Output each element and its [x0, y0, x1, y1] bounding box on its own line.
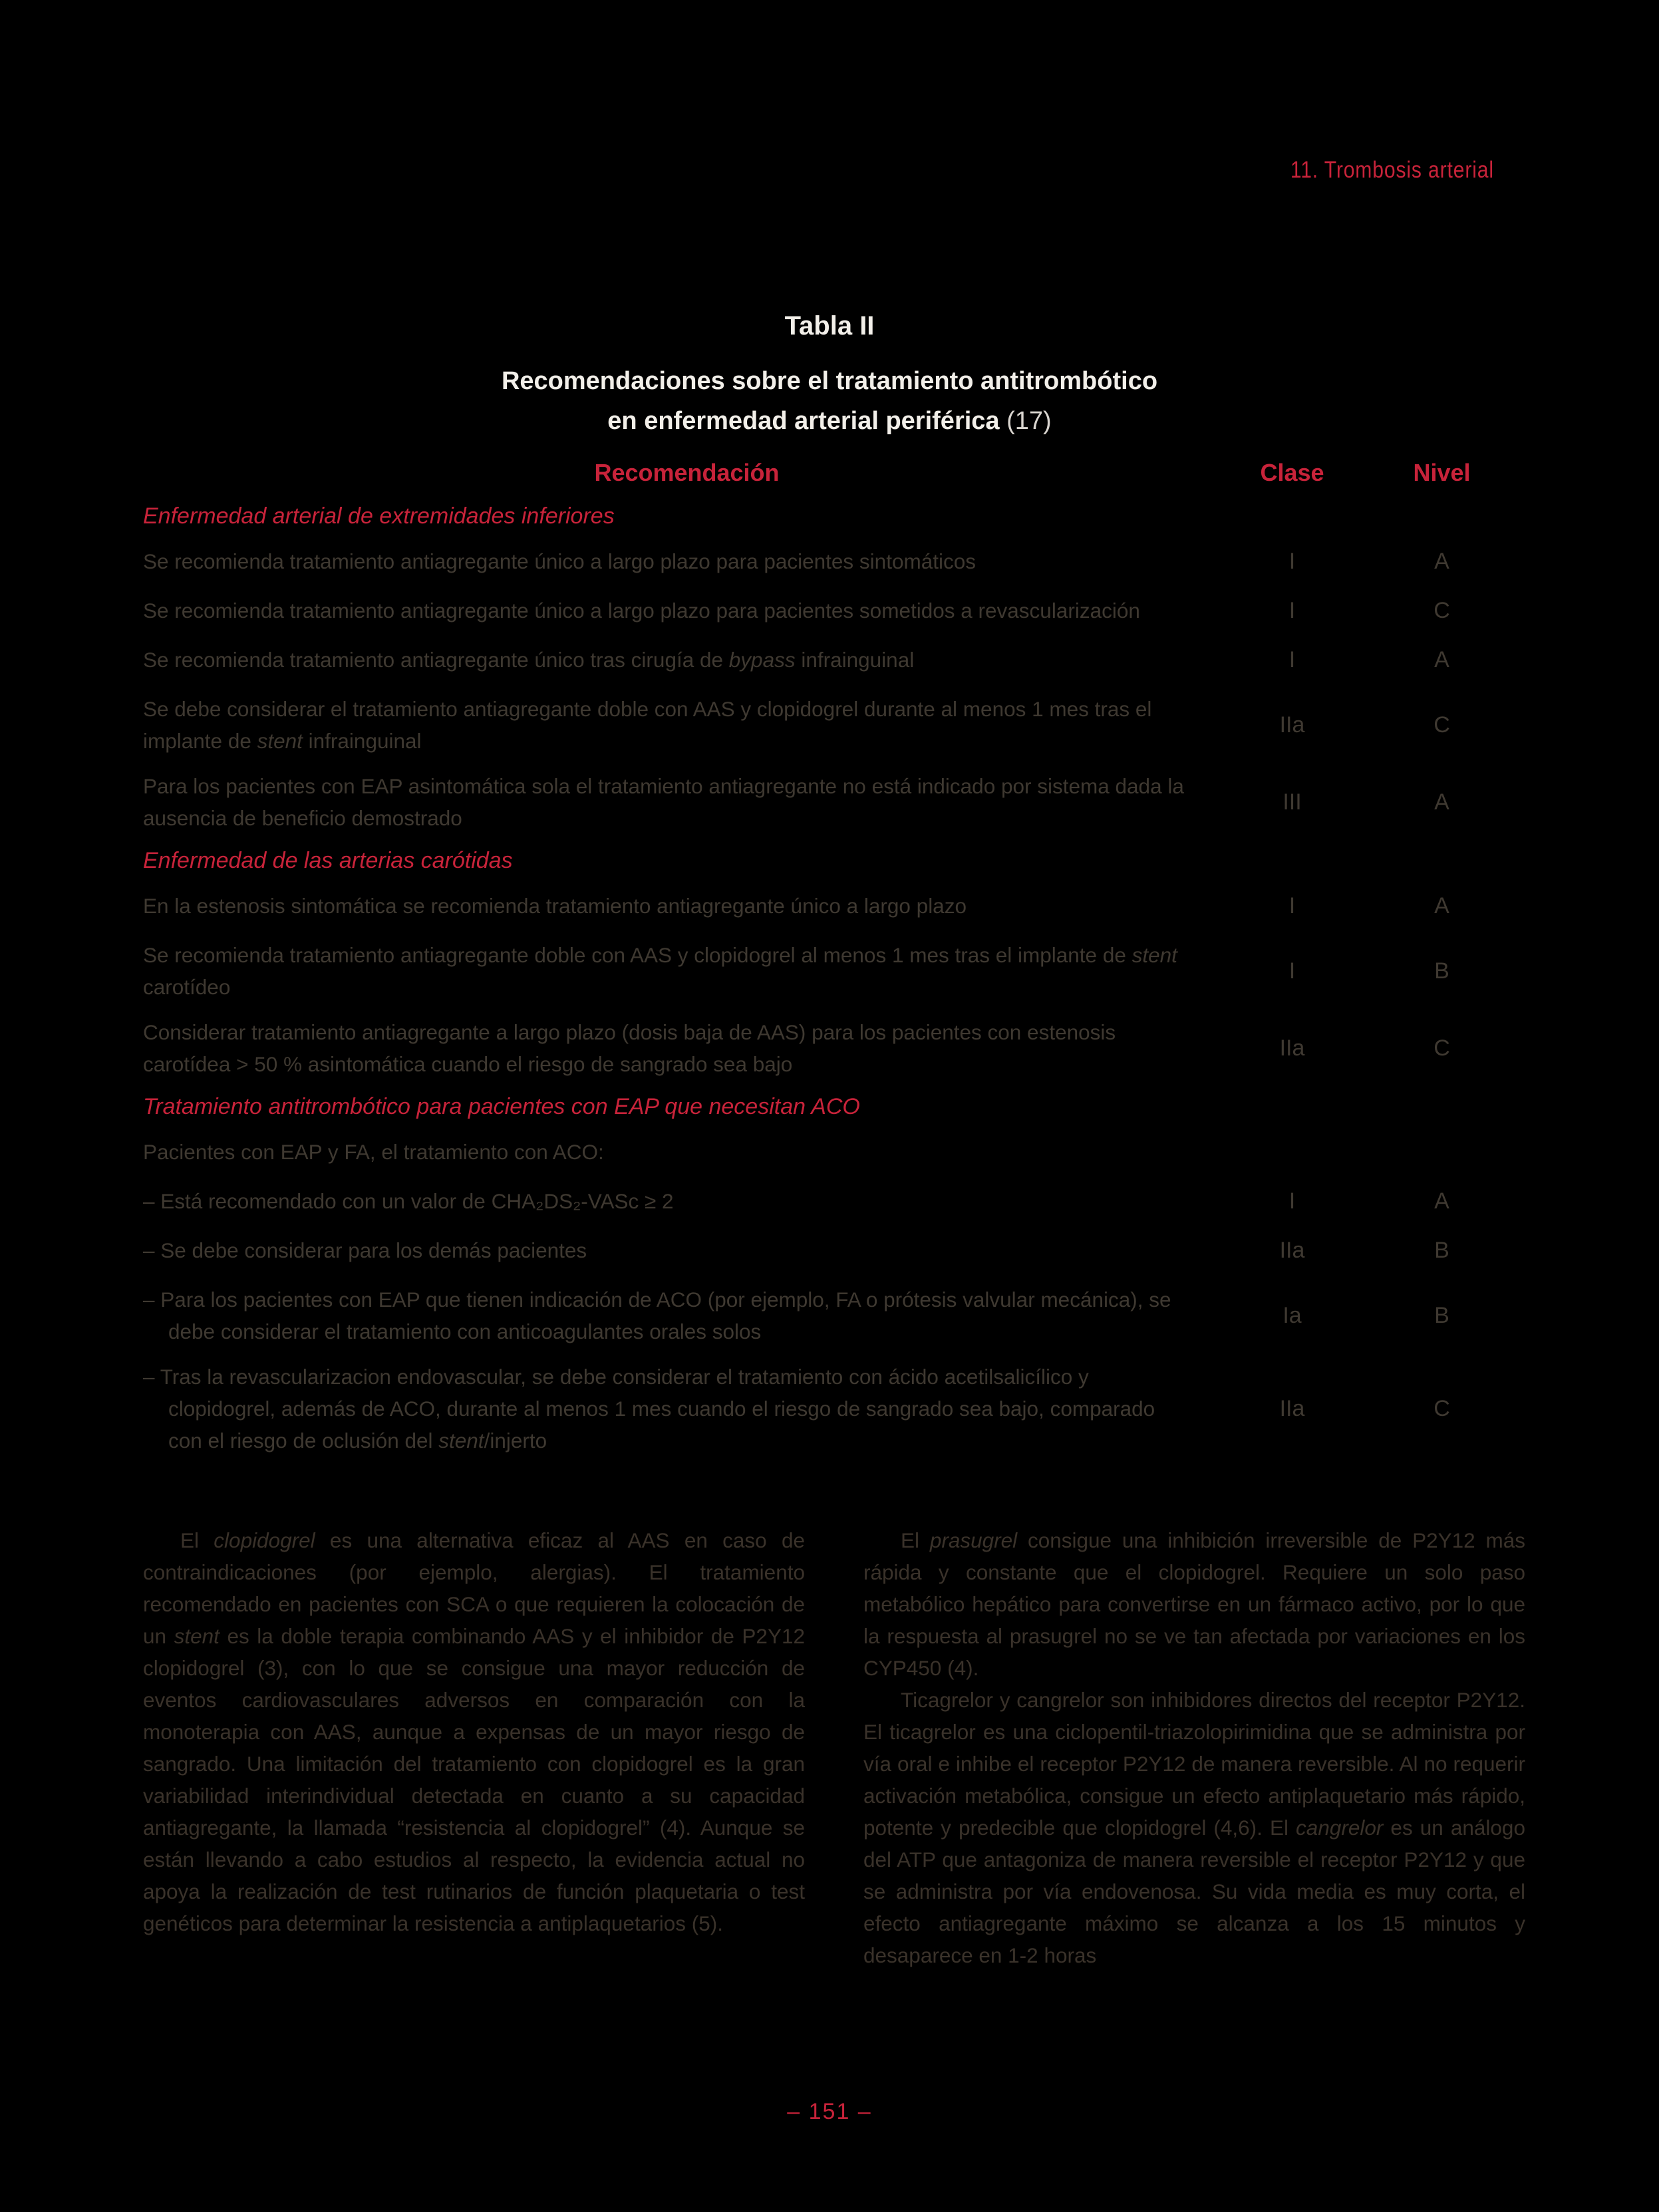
text-run: – Tras la revascularizacion endovascular, se debe considerar el tratamiento con ácido acetilsalicílico y clopidogrel, además de ACO, durante al menos 1 mes cuando el riesgo de sangrado sea bajo, comparado con el riesgo de oclusión del	[143, 1365, 1155, 1452]
table-row	[143, 545, 1530, 577]
column-header-recomendacion: Recomendación	[594, 459, 780, 486]
table-row	[143, 1136, 1530, 1168]
text-run: El	[901, 1528, 930, 1552]
row-recommendation	[143, 595, 1231, 626]
italic-term: stent	[174, 1624, 220, 1648]
table-row	[143, 644, 1530, 676]
text-run: Se debe considerar el tratamiento antiagregante doble con AAS y clopidogrel durante al menos 1 mes tras el implante de	[143, 697, 1152, 753]
table-subtitle-line2	[0, 401, 1659, 441]
table-row	[143, 1361, 1530, 1456]
table-row	[143, 1185, 1530, 1217]
table-title-label: Tabla II	[784, 311, 875, 341]
column-header-nivel: Nivel	[1413, 459, 1471, 486]
text-run: – Está recomendado con un valor de CHA₂DS₂-VASc ≥ 2	[143, 1189, 674, 1213]
text-run: Se recomienda tratamiento antiagregante único a largo plazo para pacientes sometidos a revascularización	[143, 599, 1140, 622]
text-run: consigue una inhibición irreversible de P2Y12 más rápida y constante que el clopidogrel. Requiere un solo paso metabólico hepático para convertirse en un fármaco activo, por lo que la respuesta al prasugrel no se ve tan afectada por variaciones en los CYP450 (4).	[863, 1528, 1525, 1680]
text-run: – Se debe considerar para los demás pacientes	[143, 1238, 587, 1262]
row-level: C	[1433, 598, 1450, 623]
row-recommendation	[143, 939, 1231, 1003]
right-column	[863, 1524, 1525, 1971]
table-title	[0, 311, 1659, 441]
italic-term: stent	[438, 1429, 484, 1452]
row-level: C	[1433, 1396, 1450, 1421]
italic-term: clopidogrel	[214, 1528, 315, 1552]
row-class: III	[1282, 789, 1302, 815]
left-column	[143, 1524, 805, 1971]
row-class: I	[1288, 647, 1296, 672]
text-run: Se recomienda tratamiento antiagregante único tras cirugía de	[143, 648, 729, 672]
italic-term: cangrelor	[1296, 1816, 1384, 1840]
table-row	[143, 939, 1530, 1003]
row-recommendation	[143, 644, 1231, 676]
paragraph	[863, 1524, 1525, 1684]
row-class: I	[1288, 598, 1296, 623]
text-run: /injerto	[484, 1429, 547, 1452]
text-run: – Para los pacientes con EAP que tienen indicación de ACO (por ejemplo, FA o prótesis valvular mecánica), se debe considerar el tratamiento con anticoagulantes orales solos	[143, 1288, 1171, 1343]
row-level: A	[1434, 789, 1449, 815]
row-recommendation	[143, 1136, 1231, 1168]
text-run: es una alternativa eficaz al AAS en caso de contraindicaciones (por ejemplo, alergias). El tratamiento recomendado en pacientes con SCA o que requieren la colocación de un	[143, 1528, 806, 1648]
row-level: B	[1434, 1303, 1449, 1328]
row-recommendation	[143, 1185, 1231, 1217]
row-recommendation	[143, 890, 1231, 922]
row-class: I	[1288, 1188, 1296, 1214]
text-run: Para los pacientes con EAP asintomática sola el tratamiento antiagregante no está indicado por sistema dada la ausencia de beneficio demostrado	[143, 774, 1184, 830]
row-level: A	[1434, 893, 1449, 918]
row-class: IIa	[1279, 1396, 1305, 1421]
text-run: Se recomienda tratamiento antiagregante doble con AAS y clopidogrel al menos 1 mes tras el implante de	[143, 943, 1132, 967]
row-class: IIa	[1279, 712, 1305, 738]
table-section-header: Enfermedad arterial de extremidades inferiores	[143, 503, 615, 529]
paragraph	[143, 1524, 805, 1939]
row-level: B	[1434, 1238, 1449, 1263]
table-header-row	[143, 459, 1530, 487]
table-rows	[143, 503, 1530, 1456]
row-class: I	[1288, 549, 1296, 574]
row-recommendation	[143, 1016, 1231, 1080]
row-recommendation	[143, 693, 1231, 757]
row-class: Ia	[1282, 1303, 1302, 1328]
paragraph	[863, 1684, 1525, 1971]
row-recommendation	[143, 1234, 1231, 1266]
chapter-running-head: 11. Trombosis arterial	[1290, 157, 1494, 183]
italic-term: stent	[1131, 943, 1177, 967]
text-run: infrainguinal	[302, 729, 422, 753]
table-row	[143, 1234, 1530, 1266]
table-section-header: Enfermedad de las arterias carótidas	[143, 848, 513, 873]
row-level: A	[1434, 549, 1449, 574]
text-run: Ticagrelor y cangrelor son inhibidores directos del receptor P2Y12. El ticagrelor es una ciclopentil-triazolopirimidina que se administra por vía oral e inhibe el receptor P2Y12 de manera reversible. Al no requerir activación metabólica, consigue un efecto antiplaquetario más rápido, potente y predecible que clopidogrel (4,6). El	[863, 1688, 1525, 1840]
row-level: C	[1433, 712, 1450, 738]
page-number: – 151 –	[787, 2099, 872, 2124]
reference-marker: (17)	[999, 407, 1052, 435]
recommendations-table	[143, 459, 1530, 1470]
text-run: Se recomienda tratamiento antiagregante único a largo plazo para pacientes sintomáticos	[143, 549, 977, 573]
column-header-clase: Clase	[1260, 459, 1324, 486]
row-level: B	[1434, 958, 1449, 984]
italic-term: bypass	[728, 648, 796, 672]
text-run: es la doble terapia combinando AAS y el inhibidor de P2Y12 clopidogrel (3), con lo que se consigue una mayor reducción de eventos cardiovasculares adversos en comparación con la monoterapia con AAS, aunque a expensas de un mayor riesgo de sangrado. Una limitación del tratamiento con clopidogrel es la gran variabilidad interindividual detectada en cuanto a su capacidad antiagregante, la llamada “resistencia al clopidogrel” (4). Aunque se están llevando a cabo estudios al respecto, la evidencia actual no apoya la realización de test rutinarios de función plaquetaria o test genéticos para determinar la resistencia a antiplaquetarios (5).	[143, 1624, 805, 1935]
table-row	[143, 595, 1530, 626]
text-run: carotídeo	[143, 975, 231, 999]
body-columns	[143, 1524, 1525, 1971]
row-recommendation	[143, 770, 1231, 834]
table-row	[143, 693, 1530, 757]
table-subtitle-line1: Recomendaciones sobre el tratamiento antitrombótico	[501, 367, 1158, 395]
text-run: Considerar tratamiento antiagregante a largo plazo (dosis baja de AAS) para los pacientes con estenosis carotídea > 50 % asintomática cuando el riesgo de sangrado sea bajo	[143, 1020, 1116, 1076]
table-subtitle-text: en enfermedad arterial periférica	[607, 407, 1000, 435]
table-row	[143, 770, 1530, 834]
row-level: C	[1433, 1036, 1450, 1061]
row-class: I	[1288, 893, 1296, 918]
row-recommendation	[143, 1361, 1231, 1456]
text-run: El	[180, 1528, 214, 1552]
row-recommendation	[143, 545, 1231, 577]
table-section-header: Tratamiento antitrombótico para pacientes con EAP que necesitan ACO	[143, 1094, 860, 1119]
table-row	[143, 1284, 1530, 1347]
italic-term: prasugrel	[929, 1528, 1018, 1552]
row-class: IIa	[1279, 1238, 1305, 1263]
table-row	[143, 890, 1530, 922]
table-row	[143, 1016, 1530, 1080]
text-run: En la estenosis sintomática se recomienda tratamiento antiagregante único a largo plazo	[143, 894, 967, 918]
row-recommendation	[143, 1284, 1231, 1347]
italic-term: stent	[257, 729, 303, 753]
text-run: infrainguinal	[795, 648, 915, 672]
text-run: es un análogo del ATP que antagoniza de manera reversible el receptor P2Y12 y que se administra por vía endovenosa. Su vida media es muy corta, el efecto antiagregante máximo se alcanza a los 15 minutos y desaparece en 1-2 horas	[863, 1816, 1525, 1967]
row-level: A	[1434, 1188, 1449, 1214]
row-level: A	[1434, 647, 1449, 672]
text-run: Pacientes con EAP y FA, el tratamiento con ACO:	[143, 1140, 604, 1164]
row-class: I	[1288, 958, 1296, 984]
row-class: IIa	[1279, 1036, 1305, 1061]
